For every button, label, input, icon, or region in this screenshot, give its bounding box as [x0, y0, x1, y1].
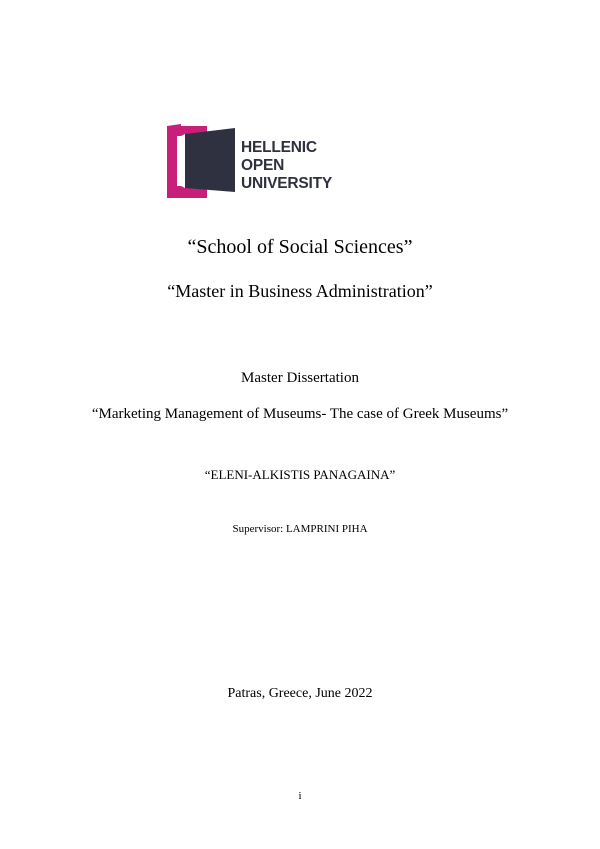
page-number: i: [298, 790, 302, 802]
logo-line-hellenic: HELLENIC: [241, 139, 317, 156]
hellenic-open-university-logo-icon: [167, 124, 239, 198]
logo-line-university: UNIVERSITY: [241, 175, 333, 192]
dissertation-label: Master Dissertation: [241, 370, 359, 386]
program-name: “Master in Business Administration”: [167, 281, 433, 301]
university-logo: [167, 124, 337, 198]
dissertation-title: “Marketing Management of Museums- The case of Greek Museums”: [91, 406, 509, 422]
logo-wordmark: [241, 139, 332, 193]
supervisor-line: Supervisor: LAMPRINI PIHA: [232, 523, 368, 535]
author-name: “ELENI-ALKISTIS PANAGAINA”: [204, 467, 396, 482]
place-and-date: Patras, Greece, June 2022: [227, 686, 373, 701]
school-name: “School of Social Sciences”: [187, 236, 413, 258]
logo-line-open: OPEN: [241, 157, 285, 174]
